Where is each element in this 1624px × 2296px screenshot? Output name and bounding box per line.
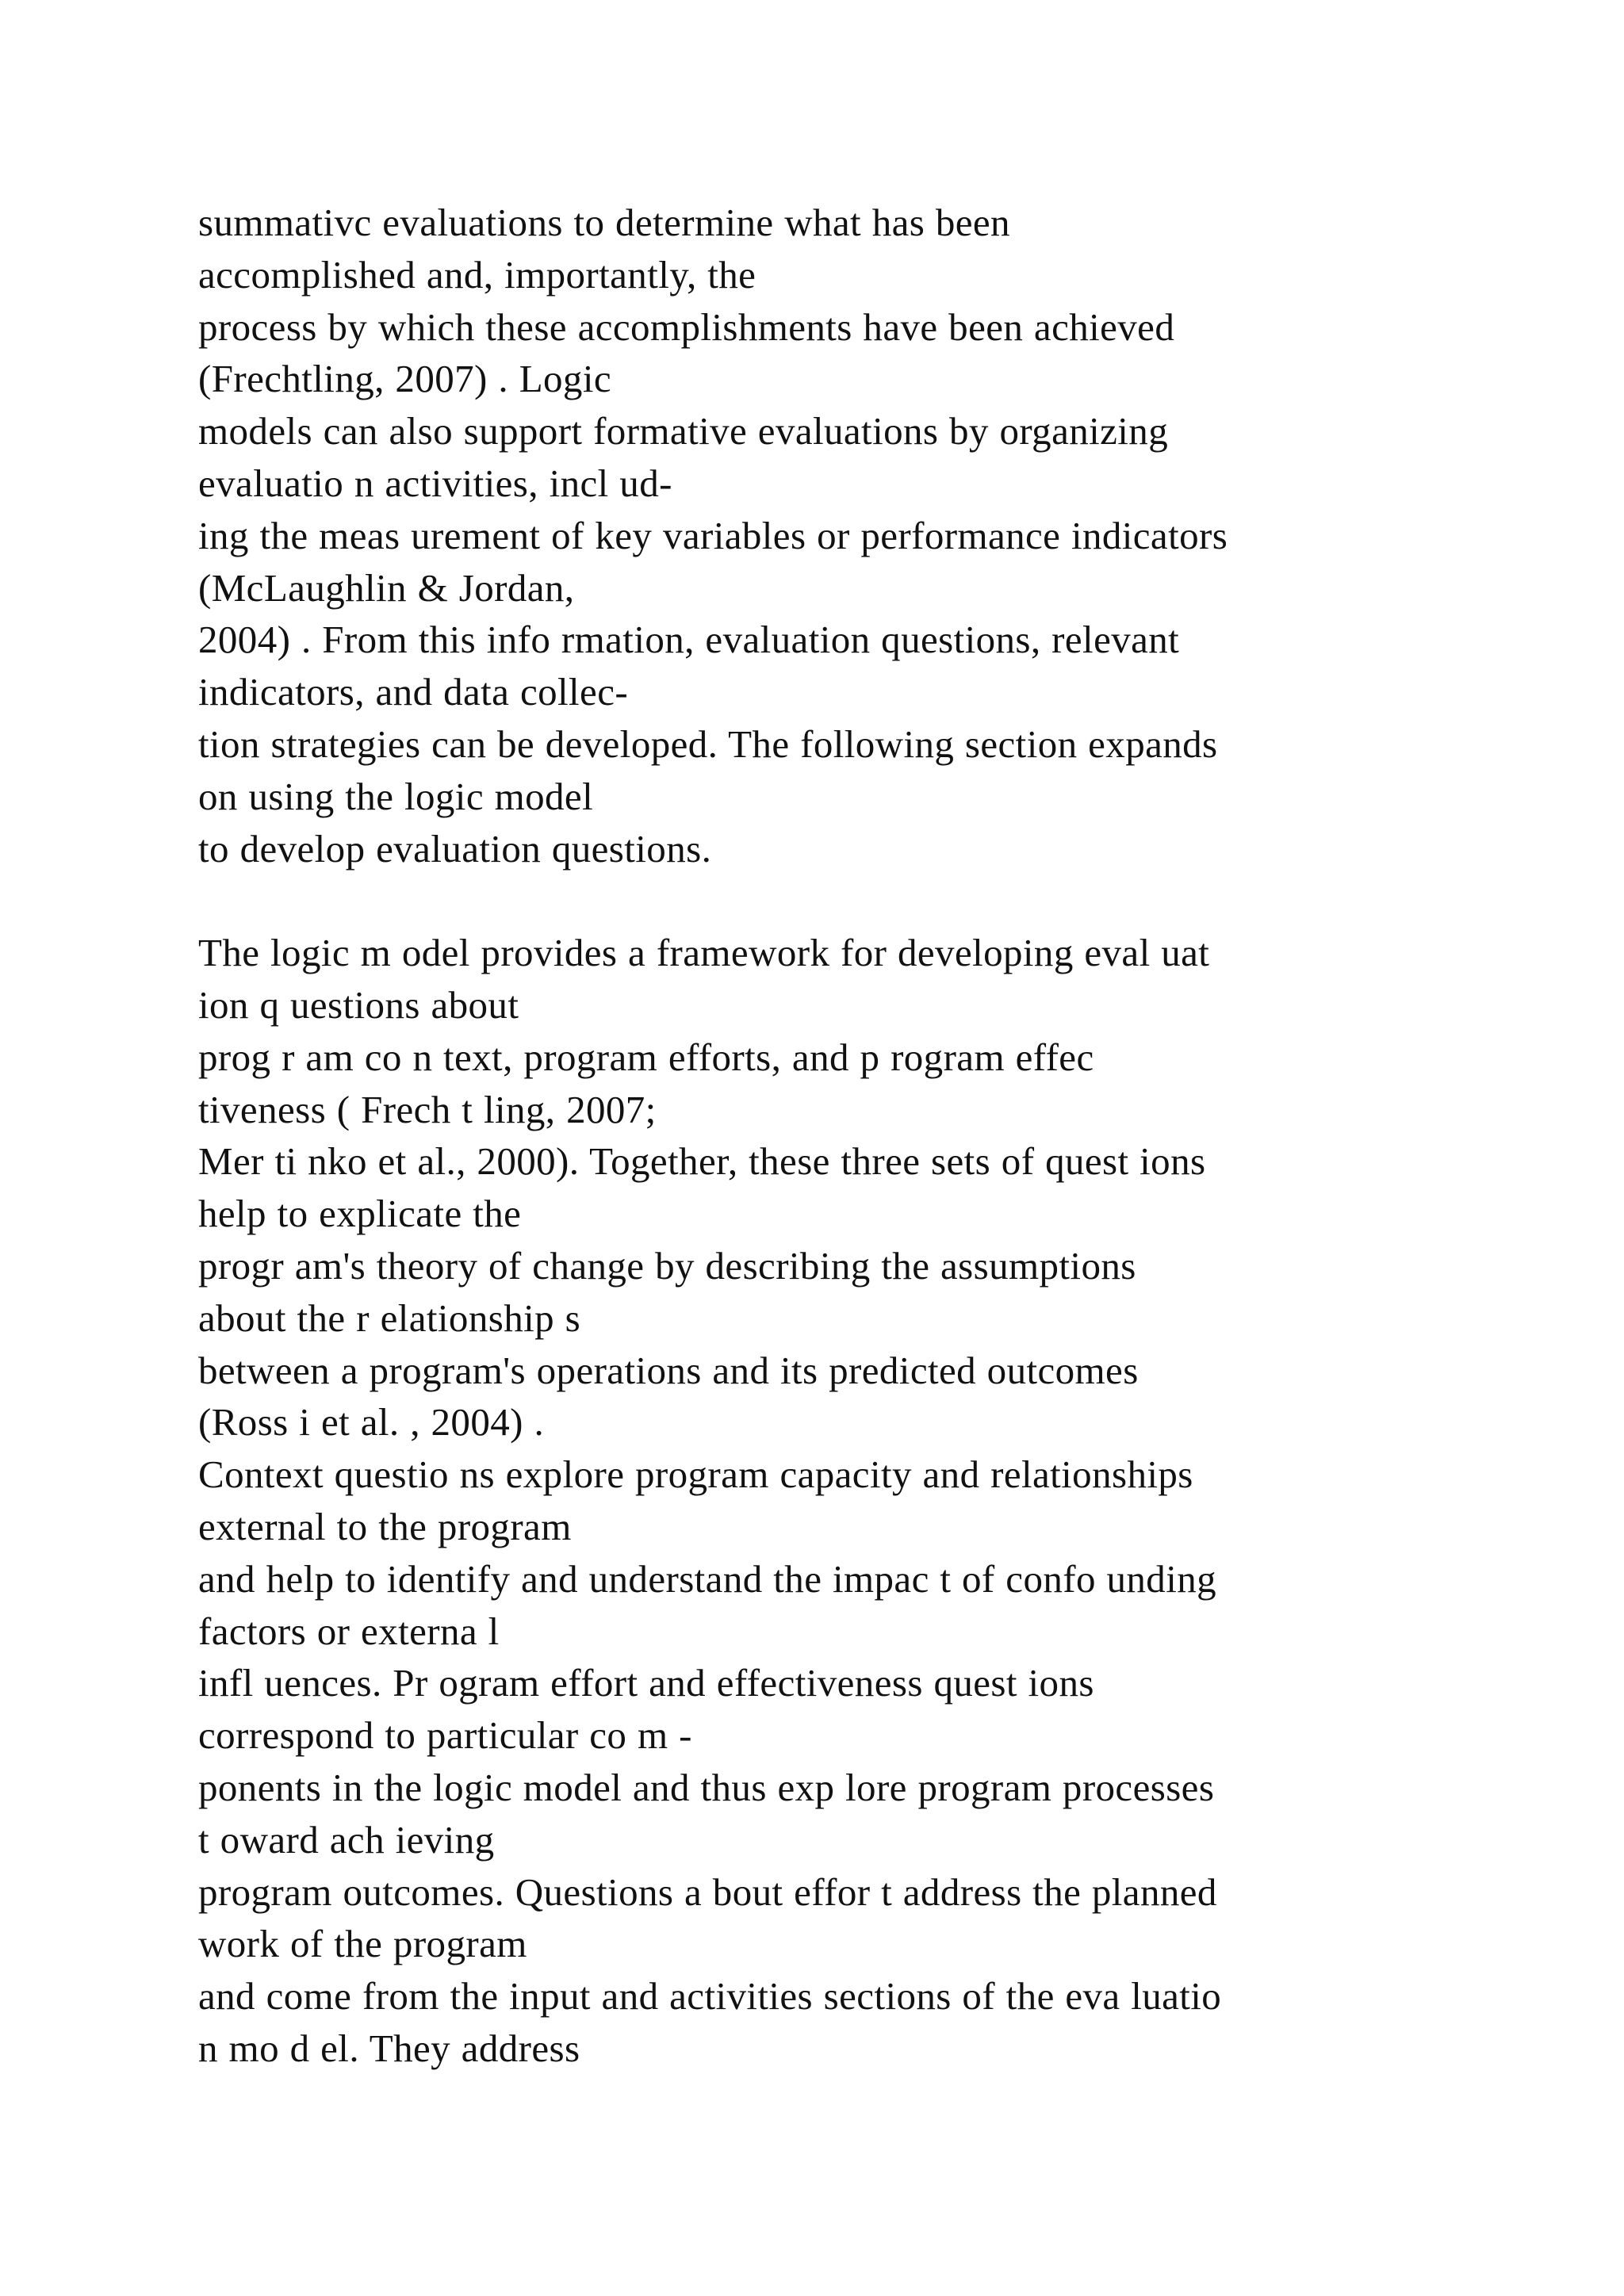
- text-line: (Ross i et al. , 2004) .: [198, 1400, 545, 1445]
- text-line: help to explicate the: [198, 1192, 522, 1236]
- text-line: n mo d el. They address: [198, 2026, 580, 2070]
- text-line: prog r am co n text, program efforts, and p rogram effec: [198, 1035, 1094, 1079]
- text-line: Context questio ns explore program capacity and relationships: [198, 1452, 1193, 1497]
- text-line: and help to identify and understand the impac t of confo unding: [198, 1556, 1217, 1601]
- text-line: infl uences. Pr ogram effort and effectiveness quest ions: [198, 1661, 1094, 1705]
- text-line: factors or externa l: [198, 1609, 500, 1653]
- text-line: and come from the input and activities sections of the eva luatio: [198, 1974, 1222, 2019]
- text-line: to develop evaluation questions.: [198, 826, 712, 871]
- text-line: about the r elationship s: [198, 1295, 581, 1340]
- text-line: tion strategies can be developed. The following section expands: [198, 721, 1218, 766]
- text-line: on using the logic model: [198, 774, 594, 818]
- text-line: correspond to particular co m -: [198, 1713, 692, 1758]
- text-line: tiveness ( Frech t ling, 2007;: [198, 1087, 657, 1131]
- text-line: ion q uestions about: [198, 982, 519, 1027]
- text-line: ponents in the logic model and thus exp lore program processes: [198, 1765, 1215, 1809]
- text-line: accomplished and, importantly, the: [198, 252, 756, 297]
- text-line: evaluatio n activities, incl ud-: [198, 461, 672, 505]
- text-line: t oward ach ieving: [198, 1817, 495, 1862]
- text-line: (McLaughlin & Jordan,: [198, 565, 575, 610]
- text-line: between a program's operations and its predicted outcomes: [198, 1348, 1139, 1392]
- text-line: indicators, and data collec-: [198, 670, 629, 714]
- text-line: ing the meas urement of key variables or performance indicators: [198, 513, 1228, 557]
- text-line: (Frechtling, 2007) . Logic: [198, 357, 611, 401]
- text-line: 2004) . From this info rmation, evaluation questions, relevant: [198, 618, 1180, 662]
- text-line: progr am's theory of change by describing the assumptions: [198, 1243, 1136, 1288]
- text-line: The logic m odel provides a framework for developing eval uat: [198, 931, 1210, 975]
- paragraph-break: [198, 874, 1610, 927]
- text-line: external to the program: [198, 1504, 572, 1548]
- text-line: program outcomes. Questions a bout effor t address the planned: [198, 1869, 1217, 1914]
- text-line: process by which these accomplishments have been achieved: [198, 304, 1175, 349]
- text-line: summativc evaluations to determine what has been: [198, 201, 1010, 244]
- text-line: work of the program: [198, 1922, 527, 1966]
- body-text: [198, 197, 1610, 2075]
- text-line: models can also support formative evaluations by organizing: [198, 409, 1169, 453]
- text-line: Mer ti nko et al., 2000). Together, these three sets of quest ions: [198, 1139, 1206, 1184]
